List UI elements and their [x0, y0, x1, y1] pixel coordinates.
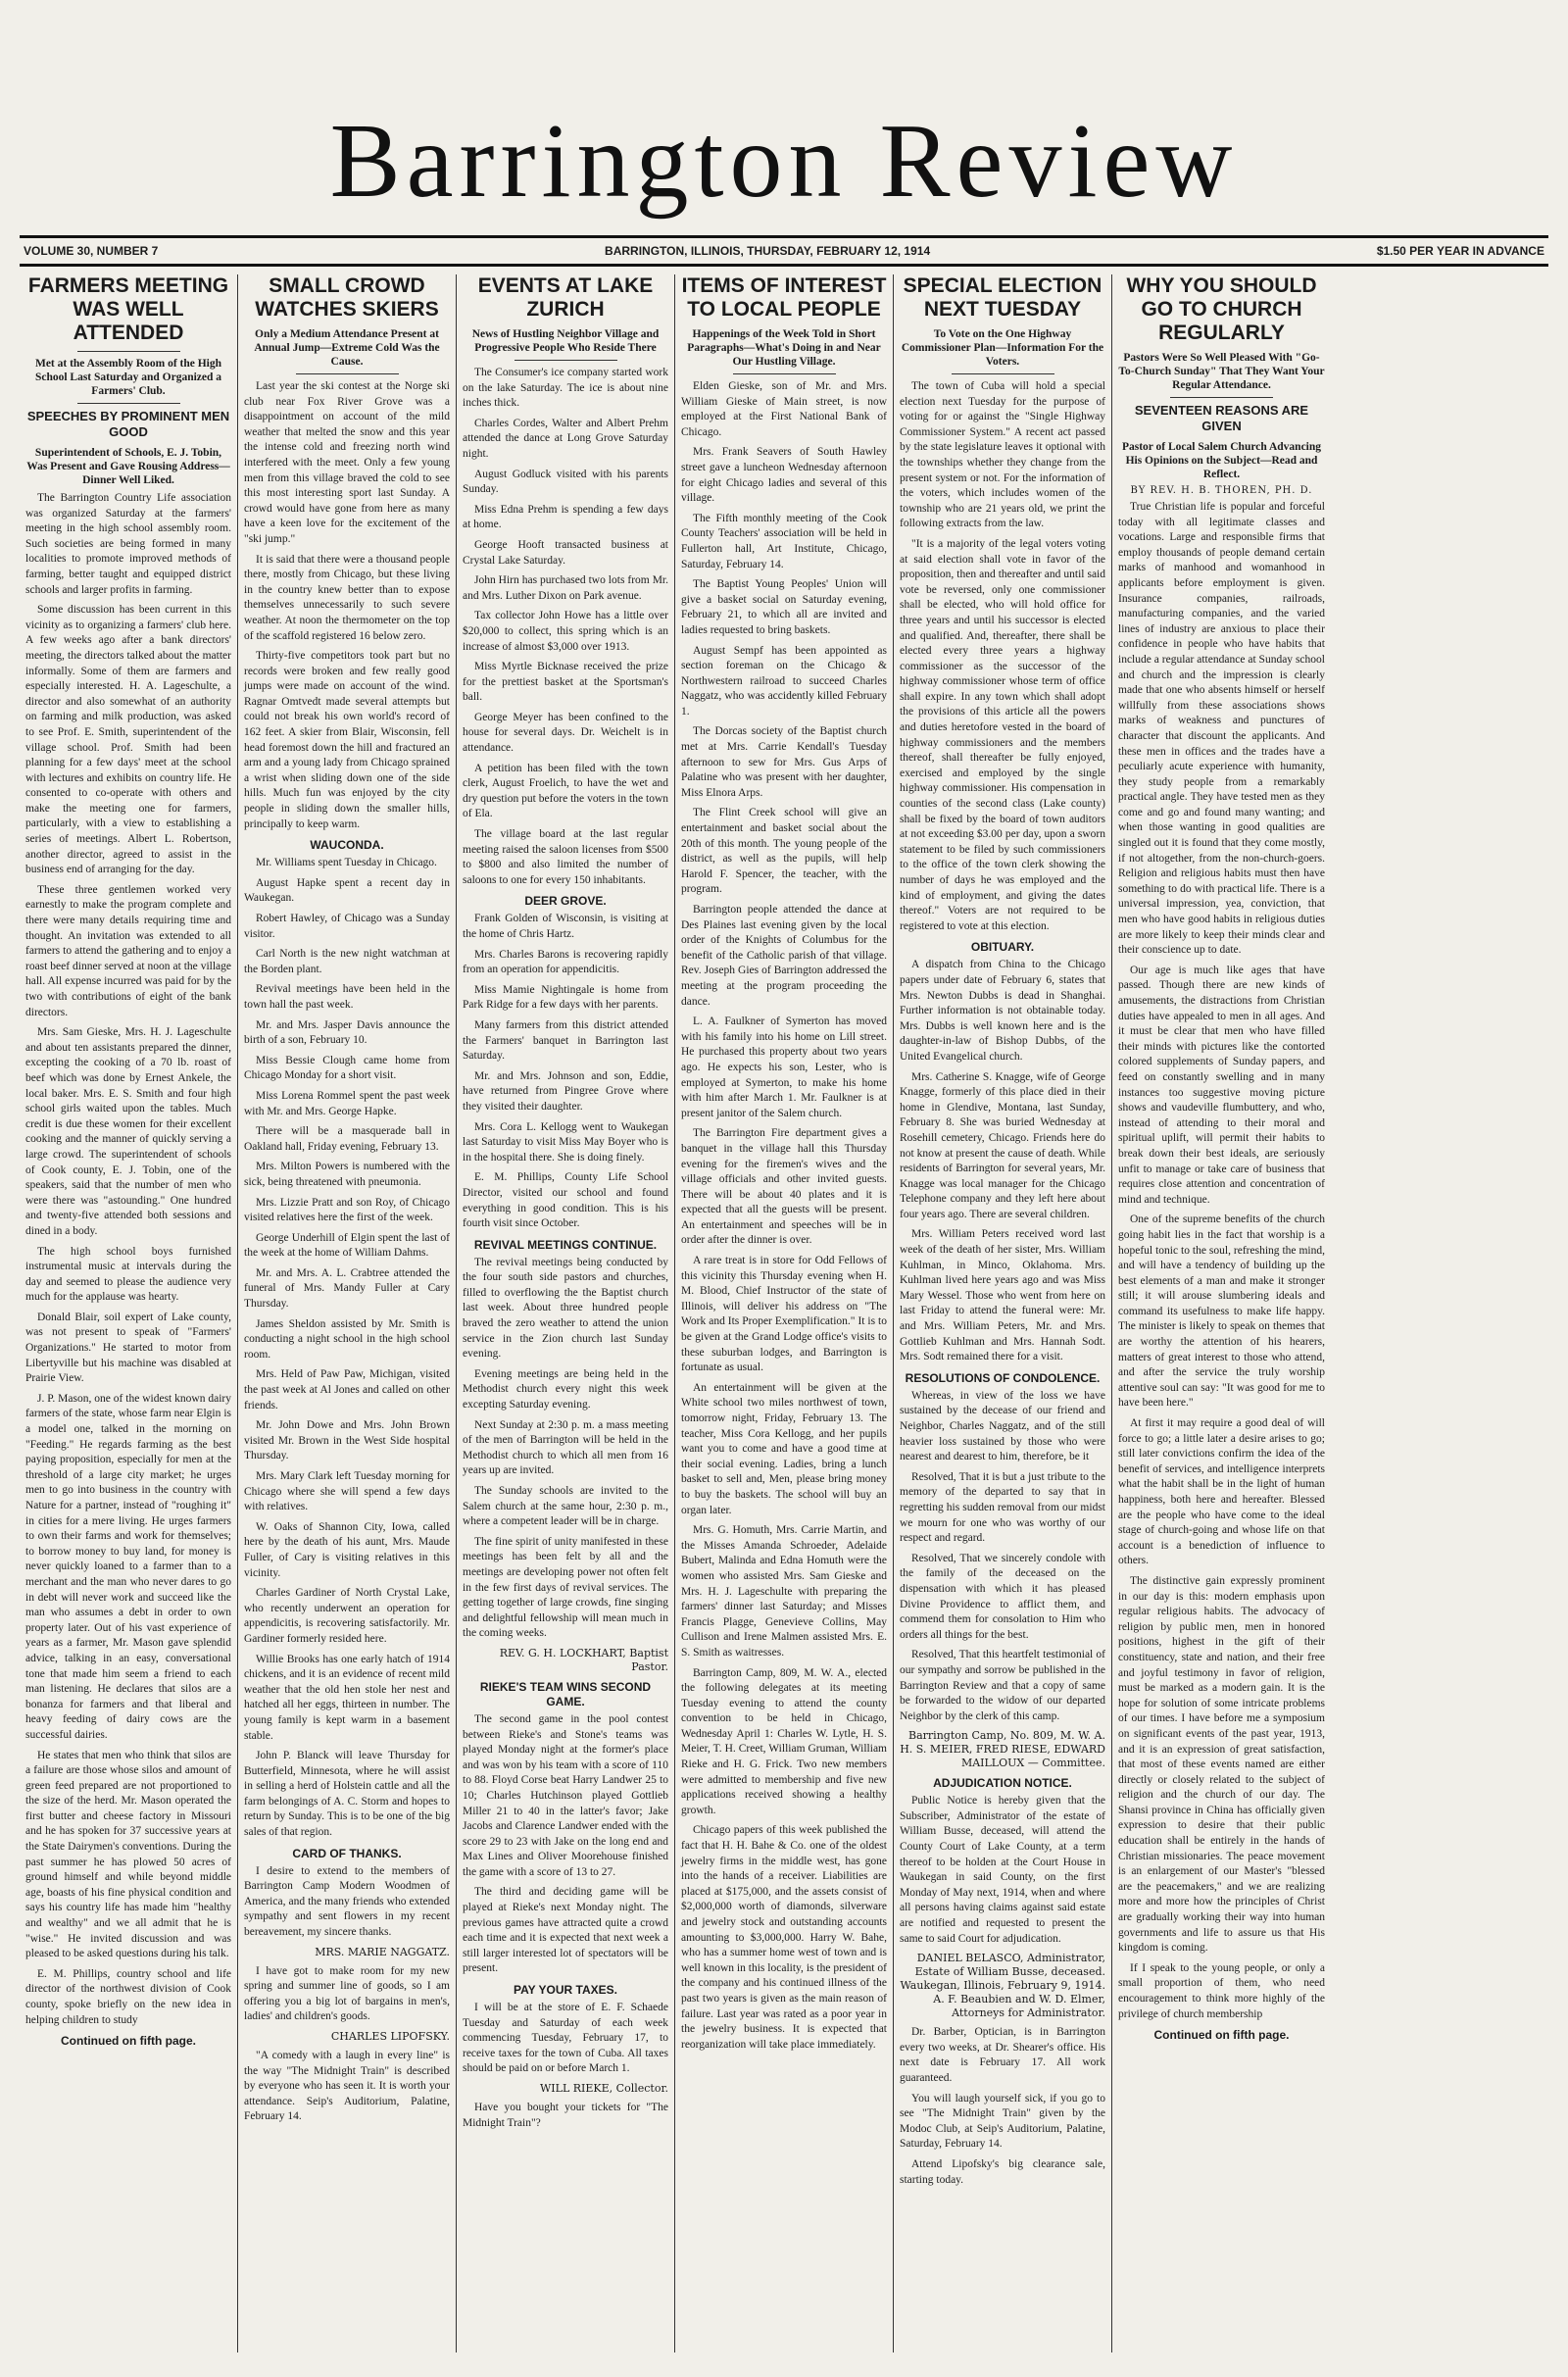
paragraph: L. A. Faulkner of Symerton has moved with his family into his home on Lill street. He purchased this property about two years ago. He expects his son, Lester, who is employed at Symerton, to make his home with him after March 1. Mr. Faulkner is at present janitor of the Salem church. — [681, 1015, 887, 1119]
paragraph: A dispatch from China to the Chicago papers under date of February 6, states that Mrs. Newton Dubbs is dead in Shanghai. Further information is not obtainable today. Mrs. Dubbs is well known here and is the daughter-in-law of Bishop Dubbs, of the United Evangelical church. — [900, 959, 1105, 1063]
article-body — [463, 2001, 668, 2077]
columns — [20, 274, 1548, 2352]
section-heading: RESOLUTIONS OF CONDOLENCE. — [905, 1370, 1101, 1385]
paragraph: The Fifth monthly meeting of the Cook County Teachers' association will be held in Fullerton hall, Art Institute, Chicago, Saturday, February 14. — [681, 512, 887, 570]
article-body — [1118, 500, 1325, 2022]
subheadline: SEVENTEEN REASONS ARE GIVEN — [1134, 403, 1309, 433]
paragraph: "A comedy with a laugh in every line" is the way "The Midnight Train" is described by everyone who has seen it. It is worth your attendance. Seip's Auditorium, Palatine, February 14. — [244, 2050, 450, 2123]
paragraph: The second game in the pool contest between Rieke's and Stone's teams was played Monday night at the former's place and was won by his team with a score of 110 to 88. Floyd Corse beat Harry Landwer 25 to 10; Charles Hutchinson played Gottlieb Miller 21 to 40 in the latter's favor; Jake Jacobs and Clarence Landwer ended with the score 29 to 23 with Jake on the long end and Max Lines and Oliver Moorehouse finished the game with a score of 13 to 27. — [463, 1712, 668, 1878]
paragraph: Thirty-five competitors took part but no records were broken and few really good jumps were made on account of the wind. Ragnar Omtvedt made several attempts but could not break his own world's record of 162 feet. A skier from Blair, Wisconsin, fell head foremost down the hill and fractured an arm and a young lady from Chicago sprained a wrist when sliding down one of the side hills. Much fun was enjoyed by the city people in sliding down the smaller hills, principally to keep warm. — [244, 650, 450, 830]
paragraph: There will be a masquerade ball in Oakland hall, Friday evening, February 13. — [244, 1125, 450, 1153]
newspaper-title: Barrington Review — [329, 103, 1239, 220]
paragraph: George Hooft transacted business at Crystal Lake Saturday. — [463, 538, 668, 567]
volume-number: VOLUME 30, NUMBER 7 — [24, 244, 159, 258]
paragraph: Donald Blair, soil expert of Lake county, was not present to speak of "Farmers' Organizations." He started to motor from Libertyville but his machine was disabled at Prairie View. — [25, 1311, 231, 1385]
subheadline: SPEECHES BY PROMINENT MEN GOOD — [26, 409, 230, 439]
paragraph: Many farmers from this district attended the Farmers' banquet in Barrington last Saturday. — [463, 1018, 668, 1063]
paragraph: Have you bought your tickets for "The Midnight Train"? — [463, 2102, 668, 2129]
paragraph: James Sheldon assisted by Mr. Smith is conducting a night school in the high school room. — [244, 1317, 450, 1361]
continued-note: Continued on fifth page. — [1153, 2028, 1290, 2043]
signature: CHARLES LIPOFSKY. — [330, 2030, 450, 2043]
article-body — [900, 1794, 1105, 1947]
headline-farmers-meeting: FARMERS MEETING WAS WELL ATTENDED — [27, 274, 229, 344]
article-body — [463, 912, 668, 1231]
paragraph: These three gentlemen worked very earnestly to make the program complete and there were many details requiring time and thought. An invitation was extended to all farmers to attend the gathering and to enjoy a roast beef dinner served at noon at the village hall. All expense incurred was paid for by the two with contributions of eight of the bank directors. — [25, 883, 231, 1018]
section-heading: REVIVAL MEETINGS CONTINUE. — [473, 1237, 658, 1252]
divider — [77, 403, 180, 404]
paragraph: Mrs. Catherine S. Knagge, wife of George Knagge, formerly of this place died in their home in Glendive, Montana, last Sunday, February 8. She was buried Wednesday at Rosehill cemetery, Chicago. Friends here do not know at present the cause of death. While residents of Barrington for several years, Mr. Knagge was local manager for the Chicago Telephone company and they left here about four years ago. There are several children. — [900, 1070, 1105, 1220]
headline-church: WHY YOU SHOULD GO TO CHURCH REGULARLY — [1126, 274, 1317, 344]
paragraph: I have got to make room for my new spring and summer line of goods, so I am offering you a big lot of bargains in men's, ladies' and children's goods. — [244, 1964, 450, 2023]
article-body — [463, 1256, 668, 1642]
deck: Only a Medium Attendance Present at Annual Jump—Extreme Cold Was the Cause. — [254, 328, 440, 368]
divider — [296, 373, 399, 374]
divider — [77, 351, 180, 352]
section-heading: PAY YOUR TAXES. — [513, 1983, 618, 1998]
paragraph: True Christian life is popular and forceful today with all legitimate classes and vocations. Large and responsible firms that employ thousands of people demand certain marks of manhood and womanhood in applicants before employment is given. Insurance companies, railroads, manufacturing companies, and the varied lines of industry are anxious to place their confidence in people who have habits that include a regular attendance at Sunday school and church and the impression is clearly made that one who absents himself or herself willfully from these associations shows marks of weakness and punctures of character that discount the applicants. And these men in offices and the trades have a peculiarly acute experience with humanity, they study people from a remarkably practical angle. They have tested men as they come and go and found many wanting; and when those wanting in good qualities are singled out it is found that they come mostly, if not altogether, from the non-church-goers. Religion and religious habits must then have something to do with practical life. There is a universal impression, yea, conviction, that men who have good habits in religious duties are more likely to keep their minds clear and their conscience up to date. — [1118, 501, 1325, 957]
article-body — [900, 379, 1105, 934]
paragraph: The village board at the last regular meeting raised the saloon licenses from $500 to $800 and also limited the number of saloons to one for every 150 inhabitants. — [463, 828, 668, 886]
article-body — [463, 1712, 668, 1977]
article-body — [900, 1389, 1105, 1724]
paragraph: Chicago papers of this week published the fact that H. H. Bahe & Co. one of the oldest jewelry firms in the middle west, has gone into the hands of a receiver. Liabilities are placed at $175,000, and the assets consist of $2,000,000 worth of diamonds, silverware and jewelry stock and outstanding accounts amounting to $3,000,000. Harry W. Bahe, who has a summer home west of town and is well known in this locality, is the president of the company and his continued illness of the past two years is given as the main reason of failure. Last year was rated as a poor year in the jewelry business. It is expected that reorganization will take place immediately. — [681, 1824, 887, 2051]
paragraph: Mr. and Mrs. Johnson and son, Eddie, have returned from Pingree Grove where they visited their daughter. — [463, 1069, 668, 1113]
paragraph: Mrs. William Peters received word last week of the death of her sister, Mrs. William Kuhlman, in Minco, Oklahoma. Mrs. Kuhlman lived here years ago and was Miss Mary Wessel. Those who went from here on last Friday to attend the funeral were: Mr. and Mrs. William Peters, Mr. and Mrs. Gottlieb Kuhlman and Mrs. Hannah Sodt. Mrs. Sodt remained there for a visit. — [900, 1228, 1105, 1363]
paragraph: Mrs. Held of Paw Paw, Michigan, visited the past week at Al Jones and called on other friends. — [244, 1368, 450, 1411]
paragraph: Mrs. Lizzie Pratt and son Roy, of Chicago visited relatives here the first of the week. — [244, 1196, 450, 1224]
paragraph: Mr. and Mrs. Jasper Davis announce the birth of a son, February 10. — [244, 1018, 450, 1047]
divider — [952, 373, 1054, 374]
article-body — [244, 379, 450, 832]
column-6 — [1112, 274, 1331, 2352]
paragraph: Mrs. Sam Gieske, Mrs. H. J. Lageschulte and about ten assistants prepared the dinner, excepting the cooking of a 70 lb. roast of beef which was done by Ernest Ankele, the local baker. Mrs. E. S. Smith and four high school girls waited upon the tables. Much credit is due these women for their excellent cooking and the manner of quickly serving a large crowd. The superintendent of schools of Cook county, E. J. Tobin, one of the speakers, said that the number of men who were there was "astounding." One hundred and twenty-five attended both sessions and dined in a body. — [25, 1026, 231, 1237]
headline-skiers: SMALL CROWD WATCHES SKIERS — [255, 274, 439, 321]
divider — [514, 360, 617, 361]
section-heading: DEER GROVE. — [524, 894, 607, 909]
paragraph: Miss Edna Prehm is spending a few days at home. — [463, 503, 668, 531]
paragraph: Miss Bessie Clough came home from Chicago Monday for a short visit. — [244, 1054, 450, 1082]
paragraph: Mr. John Dowe and Mrs. John Brown visited Mr. Brown in the West Side hospital Thursday. — [244, 1419, 450, 1462]
article-body — [25, 491, 231, 2028]
paragraph: Mr. and Mrs. A. L. Crabtree attended the funeral of Mrs. Mandy Fuller at Cary Thursday. — [244, 1266, 450, 1311]
divider — [733, 373, 836, 374]
article-body — [244, 856, 450, 1840]
headline-lake-zurich: EVENTS AT LAKE ZURICH — [477, 274, 654, 321]
deck: Met at the Assembly Room of the High School Last Saturday and Organized a Farmers' Club. — [34, 358, 222, 397]
paragraph: Miss Myrtle Bicknase received the prize for the prettiest basket at the Sportsman's ball. — [463, 661, 668, 704]
paragraph: George Meyer has been confined to the house for several days. Dr. Weichelt is in attendance. — [463, 711, 668, 755]
paragraph: The distinctive gain expressly prominent in our day is this: modern emphasis upon regular religious habits. The advocacy of religion by public men, men in honored positions, highest in the gift of their constituency, state and nation, and their free and joyful testimony in favor of religion, must be marked as a modern gain. It is the hope for solution of some intricate problems of our times. I have before me a symposium on significant events of the past year, 1913, and it is an expression of great satisfaction, that most of these events named are either directly or closely related to the subject of religion and the church of our day. The Shansi province in China has officially given expression to desire that their public education shall be entirely in the hands of Christian missionaries. The peace movement is an enlargement of our Master's "blessed are the peacemakers," and we are realizing more and more how the principles of Christ are gradually working their way into human governments and life to assure us that His kingdom is coming. — [1118, 1574, 1325, 1955]
paragraph: Miss Mamie Nightingale is home from Park Ridge for a few days with her parents. — [463, 983, 668, 1012]
paragraph: Frank Golden of Wisconsin, is visiting at the home of Chris Hartz. — [463, 913, 668, 940]
paragraph: Mrs. Mary Clark left Tuesday morning for Chicago where she will spend a few days with relatives. — [244, 1470, 450, 1513]
paragraph: E. M. Phillips, County Life School Director, visited our school and found everything in good condition. This is his fourth visit since October. — [463, 1171, 668, 1230]
paragraph: The Barrington Country Life association was organized Saturday at the farmers' meeting in the high school assembly room. Such societies are being formed in many localities to promote improved methods of farming, better taught and equipped district schools and larger profits in farming. — [25, 492, 231, 596]
paragraph: Evening meetings are being held in the Methodist church every night this week excepting Saturday evening. — [463, 1367, 668, 1411]
paragraph: Carl North is the new night watchman at the Borden plant. — [244, 948, 450, 975]
paragraph: Mrs. Charles Barons is recovering rapidly from an operation for appendicitis. — [463, 948, 668, 976]
paragraph: Resolved, That this heartfelt testimonial of our sympathy and sorrow be published in the Barrington Review and that a copy of same be forwarded to the widow of our departed Neighbor by the clerk of this camp. — [900, 1649, 1105, 1722]
paragraph: Mr. Williams spent Tuesday in Chicago. — [256, 857, 437, 869]
paragraph: The Baptist Young Peoples' Union will give a basket social on Saturday evening, February 21, to which all are invited and ladies requested to bring baskets. — [681, 578, 887, 636]
column-4 — [675, 274, 894, 2352]
paragraph: Charles Cordes, Walter and Albert Prehm attended the dance at Long Grove Saturday night. — [463, 417, 668, 460]
headline-items-of-interest: ITEMS OF INTEREST TO LOCAL PEOPLE — [681, 274, 887, 321]
paragraph: John P. Blanck will leave Thursday for Butterfield, Minnesota, where he will assist in selling a herd of Holstein cattle and all the farm belongings of A. C. Storm and hopes to return by Sunday. This is to be one of the big sales of that region. — [244, 1750, 450, 1839]
paragraph: If I speak to the young people, or only a small proportion of them, who need encouragement to think more highly of the privilege of church membership — [1118, 1961, 1325, 2020]
article-body — [244, 2049, 450, 2125]
paragraph: Dr. Barber, Optician, is in Barrington every two weeks, at Dr. Shearer's office. His next date is February 17. All work guaranteed. — [900, 2026, 1105, 2084]
deck: To Vote on the One Highway Commissioner Plan—Information For the Voters. — [901, 328, 1104, 368]
paragraph: An entertainment will be given at the White school two miles northwest of town, tomorrow night, Friday, February 13. The teacher, Miss Cora Kellogg, and her pupils want you to come and have a good time at their social evening. Ladies, bring a lunch basket to sell and, Men, please bring money to buy the baskets. The school will buy an organ later. — [681, 1381, 887, 1516]
paragraph: The Consumer's ice company started work on the lake Saturday. The ice is about nine inches thick. — [463, 367, 668, 410]
paragraph: J. P. Mason, one of the widest known dairy farmers of the state, whose farm near Elgin is a model one, talked in the morning on "Feeding." He regards farming as the best paying proposition, especially for men at the threshold of a large city market; he urges men to go into business in the country with Nature for a partner, instead of "roughing it" in cities for a mere living. He urges farmers to own their farms and work for themselves; to borrow money to buy land, for money is never quickly loaned to a farmer than to a merchant and the man who never dares to go in debt will never work and succeed like the man who assumes a debt in order to own property later. Out of his vast experience of years as a farmer, Mr. Mason gave splendid advice, talking in an easy, conversational tone that made him seem a friend to each man listening. He declares that silos are a bonanza for farmers and that liberal and heavy feeding of dairy cows are the successful dairies. — [25, 1392, 231, 1741]
paragraph: August Godluck visited with his parents Sunday. — [463, 468, 668, 496]
paragraph: The fine spirit of unity manifested in these meetings has been felt by all and the meetings are developing power not often felt in the few first days of revival services. The getting together of large crowds, fine singing and delightful fellowship will mean much in the coming weeks. — [463, 1535, 668, 1640]
paragraph: Tax collector John Howe has a little over $20,000 to collect, this spring which is an increase of almost $3,000 over 1913. — [463, 610, 668, 653]
section-heading: ADJUDICATION NOTICE. — [933, 1776, 1072, 1791]
paragraph: The revival meetings being conducted by the four south side pastors and churches, filled to overflowing the the Baptist church last week. About three hundred people braved the zero weather to attend the union service in the Zion church last Sunday evening. — [463, 1256, 668, 1361]
divider — [1170, 397, 1274, 398]
paragraph: Mrs. Frank Seavers of South Hawley street gave a luncheon Wednesday afternoon for eight Chicago ladies and several of this village. — [681, 446, 887, 505]
signature: REV. G. H. LOCKHART, Baptist Pastor. — [499, 1646, 668, 1673]
paragraph: August Sempf has been appointed as section foreman on the Chicago & Northwestern railroad to succeed Charles Naggatz, who was accidently killed February 1. — [681, 644, 887, 718]
deck: Pastors Were So Well Pleased With "Go-To-Church Sunday" That They Want Your Regular Attendance. — [1118, 352, 1325, 391]
signature: Barrington Camp, No. 809, M. W. A. H. S. MEIER, FRED RIESE, EDWARD MAILLOUX — Committee. — [900, 1729, 1105, 1770]
article-body — [244, 1864, 450, 1941]
paragraph: Mrs. G. Homuth, Mrs. Carrie Martin, and the Misses Amanda Schroeder, Adelaide Bubert, Malinda and Edna Homuth were the women who assisted Mrs. Sam Gieske and Mrs. H. J. Lageschulte with preparing the farmers' dinner last Saturday; and Misses Francis Plagge, Genevieve Collins, May Cullison and Irene Malmen assisted Mrs. E. S. Smith as waitresses. — [681, 1524, 887, 1659]
paragraph: Whereas, in view of the loss we have sustained by the decease of our friend and Neighbor, Charles Naggatz, and of the still heavier loss sustained by those who were nearest and dearest to him, therefore, be it — [900, 1389, 1105, 1463]
paragraph: Robert Hawley, of Chicago was a Sunday visitor. — [244, 913, 450, 940]
article-body — [463, 366, 668, 888]
paragraph: Mrs. Cora L. Kellogg went to Waukegan last Saturday to visit Miss May Boyer who is in the hospital there. She is doing finely. — [463, 1120, 668, 1164]
signature: DANIEL BELASCO, Administrator, Estate of William Busse, deceased. Waukegan, Illinois, February 9, 1914. A. F. Beaubien and W. D. Elmer, Attorneys for Administrator. — [900, 1952, 1105, 2020]
signature: MRS. MARIE NAGGATZ. — [315, 1945, 450, 1958]
section-heading: OBITUARY. — [970, 940, 1035, 955]
byline: BY REV. H. B. THOREN, PH. D. — [1130, 485, 1313, 496]
subscription-price: $1.50 PER YEAR IN ADVANCE — [1376, 244, 1544, 258]
paragraph: The town of Cuba will hold a special election next Tuesday for the purpose of voting for or against the "Single Highway Commissioner System." A recent act passed by the state legislature leaves it optional with the townships whether they change from the present system or not. For the information of the voters, which includes women of the township who are 21 years old, we print the following extracts from the law. — [900, 380, 1105, 530]
section-heading: CARD OF THANKS. — [292, 1846, 402, 1860]
deck: News of Hustling Neighbor Village and Progressive People Who Reside There — [471, 328, 660, 354]
paragraph: The third and deciding game will be played at Rieke's next Monday night. The previous games have attracted quite a crowd each time and it is expected that next week a still larger interested lot of spectators will be present. — [463, 1886, 668, 1975]
continued-note: Continued on fifth page. — [61, 2034, 196, 2049]
deck: Pastor of Local Salem Church Advancing His Opinions on the Subject—Read and Reflect. — [1121, 441, 1322, 480]
paragraph: The Dorcas society of the Baptist church met at Mrs. Carrie Kendall's Tuesday afternoon to sew for Mrs. Gus Arps of Palatine who was present with her daughter, Miss Elnora Arps. — [681, 725, 887, 799]
issue-date: BARRINGTON, ILLINOIS, THURSDAY, FEBRUARY 12, 1914 — [605, 244, 931, 258]
dateline-bar — [20, 235, 1548, 267]
deck: Happenings of the Week Told in Short Paragraphs—What's Doing in and Near Our Hustling Village. — [687, 328, 881, 368]
paragraph: I will be at the store of E. F. Schaede Tuesday and Saturday of each week commencing Tuesday, February 17, to receive taxes for the town of Cuba. All taxes should be paid on or before March 1. — [463, 2002, 668, 2075]
signature: WILL RIEKE, Collector. — [540, 2082, 668, 2095]
article-body — [900, 958, 1105, 1364]
paragraph: Barrington people attended the dance at Des Plaines last evening given by the local order of the Knights of Columbus for the benefit of the Catholic parish of that village. Rev. Joseph Gies of Barrington addressed the meeting at the program proceeding the dance. — [681, 904, 887, 1008]
paragraph: One of the supreme benefits of the church going habit lies in the fact that worship is a hopeful tonic to the soul, refreshing the mind, and will have a tendency of building up the best elements of a man and make it stronger still; it will arouse slumbering ideals and command its usefulness to make life happy. The minister is likely to speak on themes that are worthy the attention of his hearers, matters of great interest to those who attend, and after the service the truly worship attentive soul can say: "It was good for me to have been here." — [1118, 1213, 1325, 1410]
paragraph: Elden Gieske, son of Mr. and Mrs. William Gieske of Main street, is now employed at the First National Bank of Chicago. — [681, 380, 887, 438]
column-2 — [238, 274, 457, 2352]
paragraph: Barrington Camp, 809, M. W. A., elected the following delegates at its meeting Tuesday evening to attend the county convention to be held in Chicago, Wednesday April 1: Charles W. Lytle, H. S. Meier, T. H. Creet, William Gruman, William Rieke and H. G. Frick. Two new members were admitted to membership and five new applications received showing a healthy growth. — [681, 1666, 887, 1816]
paragraph: Revival meetings have been held in the town hall the past week. — [244, 983, 450, 1011]
paragraph: John Hirn has purchased two lots from Mr. and Mrs. Luther Dixon on Park avenue. — [463, 574, 668, 602]
paragraph: Next Sunday at 2:30 p. m. a mass meeting of the men of Barrington will be held in the Methodist church to which all men from 16 years up are invited. — [463, 1418, 668, 1477]
paragraph: A petition has been filed with the town clerk, August Froelich, to have the wet and dry question put before the voters in the town of Ela. — [463, 762, 668, 820]
masthead — [20, 10, 1548, 220]
paragraph: Last year the ski contest at the Norge ski club near Fox River Grove was a disappointment on account of the mild weather that melted the snow and this year the intense cold and freezing north wind interfered with the meet. Only a few young men from this village braved the cold to see this most interesting sport last Sunday. A crowd would have gone from here as many have a keen love for the excitement of the "ski jump." — [244, 380, 450, 545]
paragraph: E. M. Phillips, country school and life director of the northwest division of Cook county, spoke briefly on the new idea in helping children to study — [25, 1967, 231, 2026]
article-body — [463, 2101, 668, 2131]
paragraph: I desire to extend to the members of Barrington Camp Modern Woodmen of America, and the many friends who extended sympathy and sent flowers in my recent bereavement, my sincere thanks. — [244, 1864, 450, 1939]
paragraph: The Flint Creek school will give an entertainment and basket social about the 20th of this month. The young people of the district, as well as the pupils, will help Harold F. Spencer, the teacher, with the program. — [681, 807, 887, 896]
paragraph: At first it may require a good deal of will force to go; a little later a desire arises to go; still later convictions confirm the idea of the benefit of services, and intelligence interprets what the habit shall be in the light of human happiness, both here and hereafter. Blessed are the people who have come to the ideal stage of church-going and whose life on that account is a benediction of influence to others. — [1118, 1417, 1325, 1567]
newspaper-page — [20, 10, 1548, 2357]
paragraph: Charles Gardiner of North Crystal Lake, who recently underwent an operation for appendicitis, is recovering satisfactorily. Mr. Gardiner formerly resided here. — [244, 1587, 450, 1645]
column-1 — [20, 274, 238, 2352]
section-heading: RIEKE'S TEAM WINS SECOND GAME. — [479, 1679, 652, 1708]
paragraph: Public Notice is hereby given that the Subscriber, Administrator of the estate of William Busse, deceased, will attend the County Court of Lake County, at a term thereof to be holden at the Court House in Waukegan in said County, on the first Monday of May next, 1914, when and where all persons having claims against said estate are notified and requested to present the same to said Court for adjudication. — [900, 1795, 1105, 1945]
column-3 — [457, 274, 675, 2352]
paragraph: Mrs. Milton Powers is numbered with the sick, being threatened with pneumonia. — [244, 1161, 450, 1188]
paragraph: Our age is much like ages that have passed. Though there are new kinds of amusements, the distractions from Christian duties have appealed to men in all ages. And it must be clear that men who have filled their minds with pictures like the contorted colored supplements of Sunday papers, and feed on constantly swelling and in many instances too suggestive moving picture shows and vaudeville flumbuttery, and who, instead of attending to their moral and spiritual uplift, will permit their habits to break down their best ideals, are seriously unfit to manage or take care of business that requires close attention and concentration of mind and technique. — [1118, 964, 1325, 1206]
paragraph: You will laugh yourself sick, if you go to see "The Midnight Train" given by the Modoc Club, at Seip's Auditorium, Palatine, Saturday, February 14. — [900, 2092, 1105, 2151]
paragraph: George Underhill of Elgin spent the last of the week at the home of William Dahms. — [244, 1231, 450, 1260]
paragraph: Miss Lorena Rommel spent the past week with Mr. and Mrs. George Hapke. — [244, 1089, 450, 1117]
paragraph: "It is a majority of the legal voters voting at said election shall vote in favor of the proposition, then and thereafter and until said vote be reversed, only one commissioner shall be elected, who will hold office for three years and until his successor is elected and qualified. And, thereafter, there shall be elected every three years a highway commissioner as the successor of the highway commissioner whose term of office shall expire. In any town which shall adopt the provisions of this article all the powers and duties heretofore vested in the board of highway commissioners and the members thereof, shall thereafter be fully enjoyed, exercised and employed by the single highway commissioner. His compensation in counties of the second class (Lake county) shall be fixed by the board of town auditors at not exceeding $3.00 per day, upon a sworn statement to be filed by such commissioners to the office of the town clerk showing the number of days he was employed and the kind of employment, and giving the dates thereof." Voters are not required to be registered to vote at this election. — [900, 537, 1105, 932]
section-heading: WAUCONDA. — [310, 838, 384, 853]
paragraph: It is said that there were a thousand people there, mostly from Chicago, but these living in the country knew better than to expose themselves unnecessarily to such severe weather. At noon the thermometer on the top of the scaffold registered 16 below zero. — [244, 553, 450, 642]
paragraph: Some discussion has been current in this vicinity as to organizing a farmers' club here. A few weeks ago after a bank directors' meeting, the directors talked about the matter informally. Some of them are farmers and especially interested. H. A. Lageschulte, a director and also somewhat of an authority on farming and milk production, was asked to see Prof. E. Smith, superintendent of the village school. Prof. Smith had been planning for a few days' meet at the school with lectures and exhibits on country life. He consented to co-operate with others and make the meeting one for farmers, particularly, with a view to establishing a series of meetings. Albert L. Robertson, another director, agreed to assist in the business end of arranging for the day. — [25, 604, 231, 876]
deck: Superintendent of Schools, E. J. Tobin, Was Present and Gave Rousing Address—Dinner Well Liked. — [26, 447, 230, 486]
headline-special-election: SPECIAL ELECTION NEXT TUESDAY — [903, 274, 1102, 321]
paragraph: W. Oaks of Shannon City, Iowa, called here by the death of his aunt, Mrs. Maude Fuller, of Cary is visiting relatives in this vicinity. — [244, 1520, 450, 1579]
paragraph: A rare treat is in store for Odd Fellows of this vicinity this Thursday evening when H. M. Blood, Chief Instructor of the state of Illinois, will deliver his address on "The Work and Its Proper Exemplification." It is to be given at the Grand Lodge office's visits to these suburban lodges, and Barrington is fortunate as usual. — [681, 1255, 887, 1374]
paragraph: Willie Brooks has one early hatch of 1914 chickens, and it is an evidence of recent mild weather that the old hen stole her nest and hatched all her eggs, thirteen in number. The young family is kept warm in a basement stable. — [244, 1653, 450, 1742]
paragraph: August Hapke spent a recent day in Waukegan. — [244, 876, 450, 905]
column-5 — [894, 274, 1112, 2352]
paragraph: Resolved, That we sincerely condole with the family of the deceased on the dispensation with which it has pleased Divine Providence to afflict them, and commend them for consolation to Him who orders all things for the best. — [900, 1552, 1105, 1641]
paragraph: He states that men who think that silos are a failure are those whose silos and amount of green feed prepared are not proportioned to the size of the herd. Mr. Mason operated the first butter and cheese factory in Missouri and he has spoken for 37 successive years at the State Dairymen's conventions. During the past summer he has plowed 50 acres of ground himself and while beyond middle age, boasts of his fine physical condition and says his country life has made him "healthy and wealthy" and we all admit that he is "wise." He invited discussion and was pleased to be asked questions during his talk. — [25, 1749, 231, 1960]
article-body — [900, 2025, 1105, 2188]
paragraph: The high school boys furnished instrumental music at intervals during the day and seemed to please the audience very much for the applause was hearty. — [25, 1245, 231, 1304]
article-body — [681, 379, 887, 2053]
paragraph: The Sunday schools are invited to the Salem church at the same hour, 2:30 p. m., where a competent leader will be in charge. — [463, 1485, 668, 1528]
paragraph: Attend Lipofsky's big clearance sale, starting today. — [900, 2157, 1105, 2186]
paragraph: Resolved, That it is but a just tribute to the memory of the departed to say that in regretting his sudden removal from our midst we mourn for one who was worthy of our respect and regard. — [900, 1470, 1105, 1545]
article-body — [244, 1964, 450, 2025]
paragraph: The Barrington Fire department gives a banquet in the village hall this Thursday evening for the firemen's wives and the village officials and other invited guests. There will be about 40 plates and it is expected that all the guests will be present. An entertainment and speeches will be in order after the dinner is over. — [681, 1127, 887, 1247]
